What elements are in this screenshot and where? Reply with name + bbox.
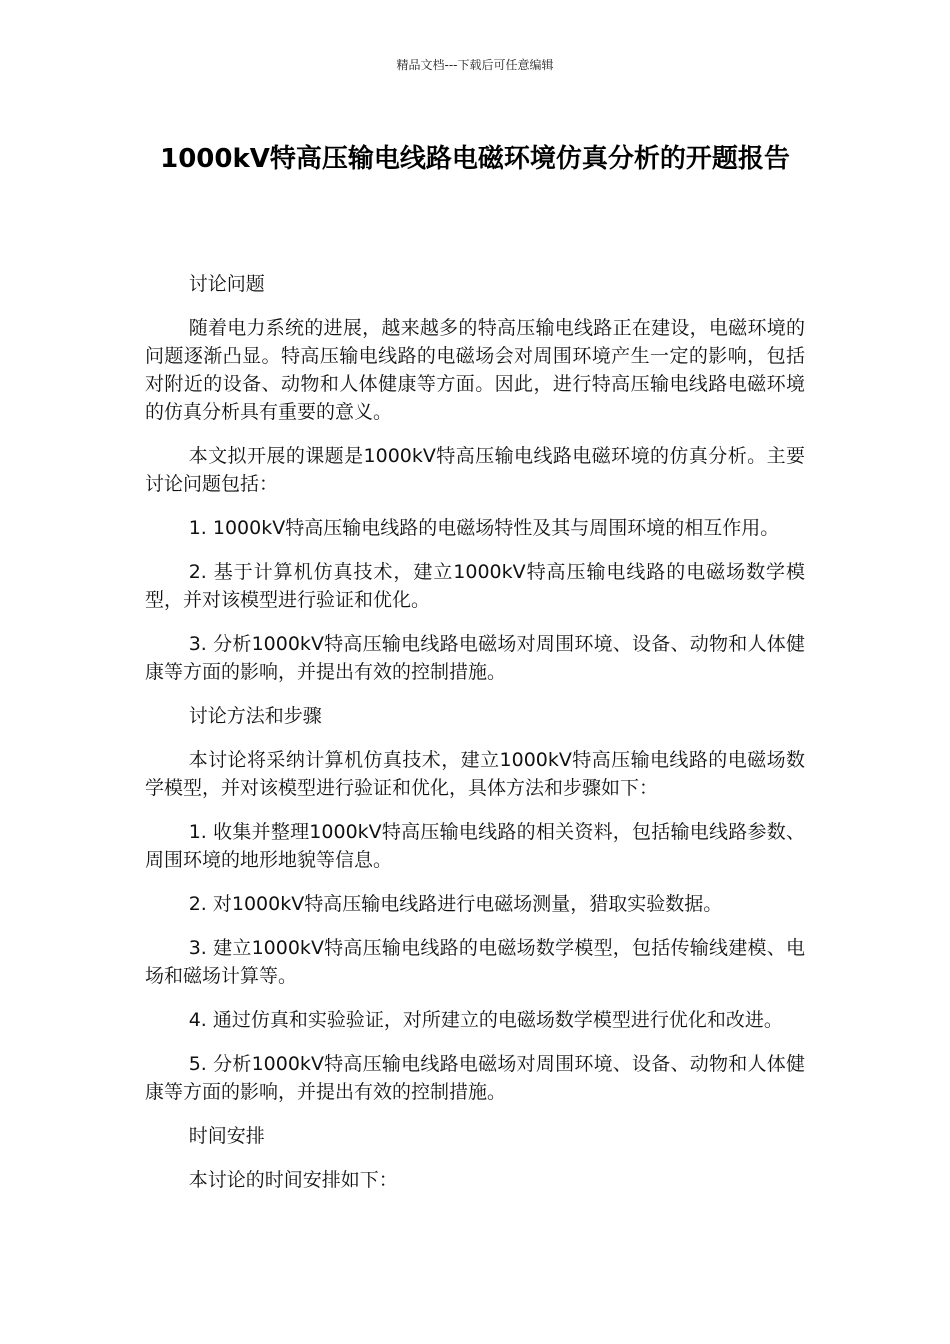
page-header-watermark: 精品文档---下载后可任意编辑 (396, 58, 554, 72)
paragraph-methods-intro: 本讨论将采纳计算机仿真技术，建立1000kV特高压输电线路的电磁场数学模型，并对该模型进行验证和优化，具体方法和步骤如下： (145, 749, 805, 799)
list-item: 5. 分析1000kV特高压输电线路电磁场对周围环境、设备、动物和人体健康等方面的影响，并提出有效的控制措施。 (145, 1053, 805, 1103)
section-heading-schedule: 时间安排 (188, 1125, 265, 1147)
paragraph-background: 随着电力系统的进展，越来越多的特高压输电线路正在建设，电磁环境的问题逐渐凸显。特高压输电线路的电磁场会对周围环境产生一定的影响，包括对附近的设备、动物和人体健康等方面。因此，进行特高压输电线路电磁环境的仿真分析具有重要的意义。 (145, 317, 805, 423)
list-item: 4. 通过仿真和实验验证，对所建立的电磁场数学模型进行优化和改进。 (188, 1009, 783, 1031)
list-item: 1. 收集并整理1000kV特高压输电线路的相关资料，包括输电线路参数、周围环境的地形地貌等信息。 (145, 821, 805, 871)
paragraph-schedule-intro: 本讨论的时间安排如下： (188, 1169, 398, 1191)
list-item: 2. 对1000kV特高压输电线路进行电磁场测量，猎取实验数据。 (188, 893, 723, 915)
document-title: 1000kV特高压输电线路电磁环境仿真分析的开题报告 (160, 144, 790, 174)
list-item: 2. 基于计算机仿真技术，建立1000kV特高压输电线路的电磁场数学模型，并对该模型进行验证和优化。 (145, 561, 805, 611)
section-heading-research-problem: 讨论问题 (188, 273, 265, 295)
section-heading-methods: 讨论方法和步骤 (188, 705, 322, 727)
document-body (145, 270, 805, 1210)
paragraph-topic: 本文拟开展的课题是1000kV特高压输电线路电磁环境的仿真分析。主要讨论问题包括： (145, 445, 805, 495)
list-item: 3. 分析1000kV特高压输电线路电磁场对周围环境、设备、动物和人体健康等方面的影响，并提出有效的控制措施。 (145, 633, 805, 683)
list-item: 1. 1000kV特高压输电线路的电磁场特性及其与周围环境的相互作用。 (188, 517, 780, 539)
list-item: 3. 建立1000kV特高压输电线路的电磁场数学模型，包括传输线建模、电场和磁场计算等。 (145, 937, 805, 987)
